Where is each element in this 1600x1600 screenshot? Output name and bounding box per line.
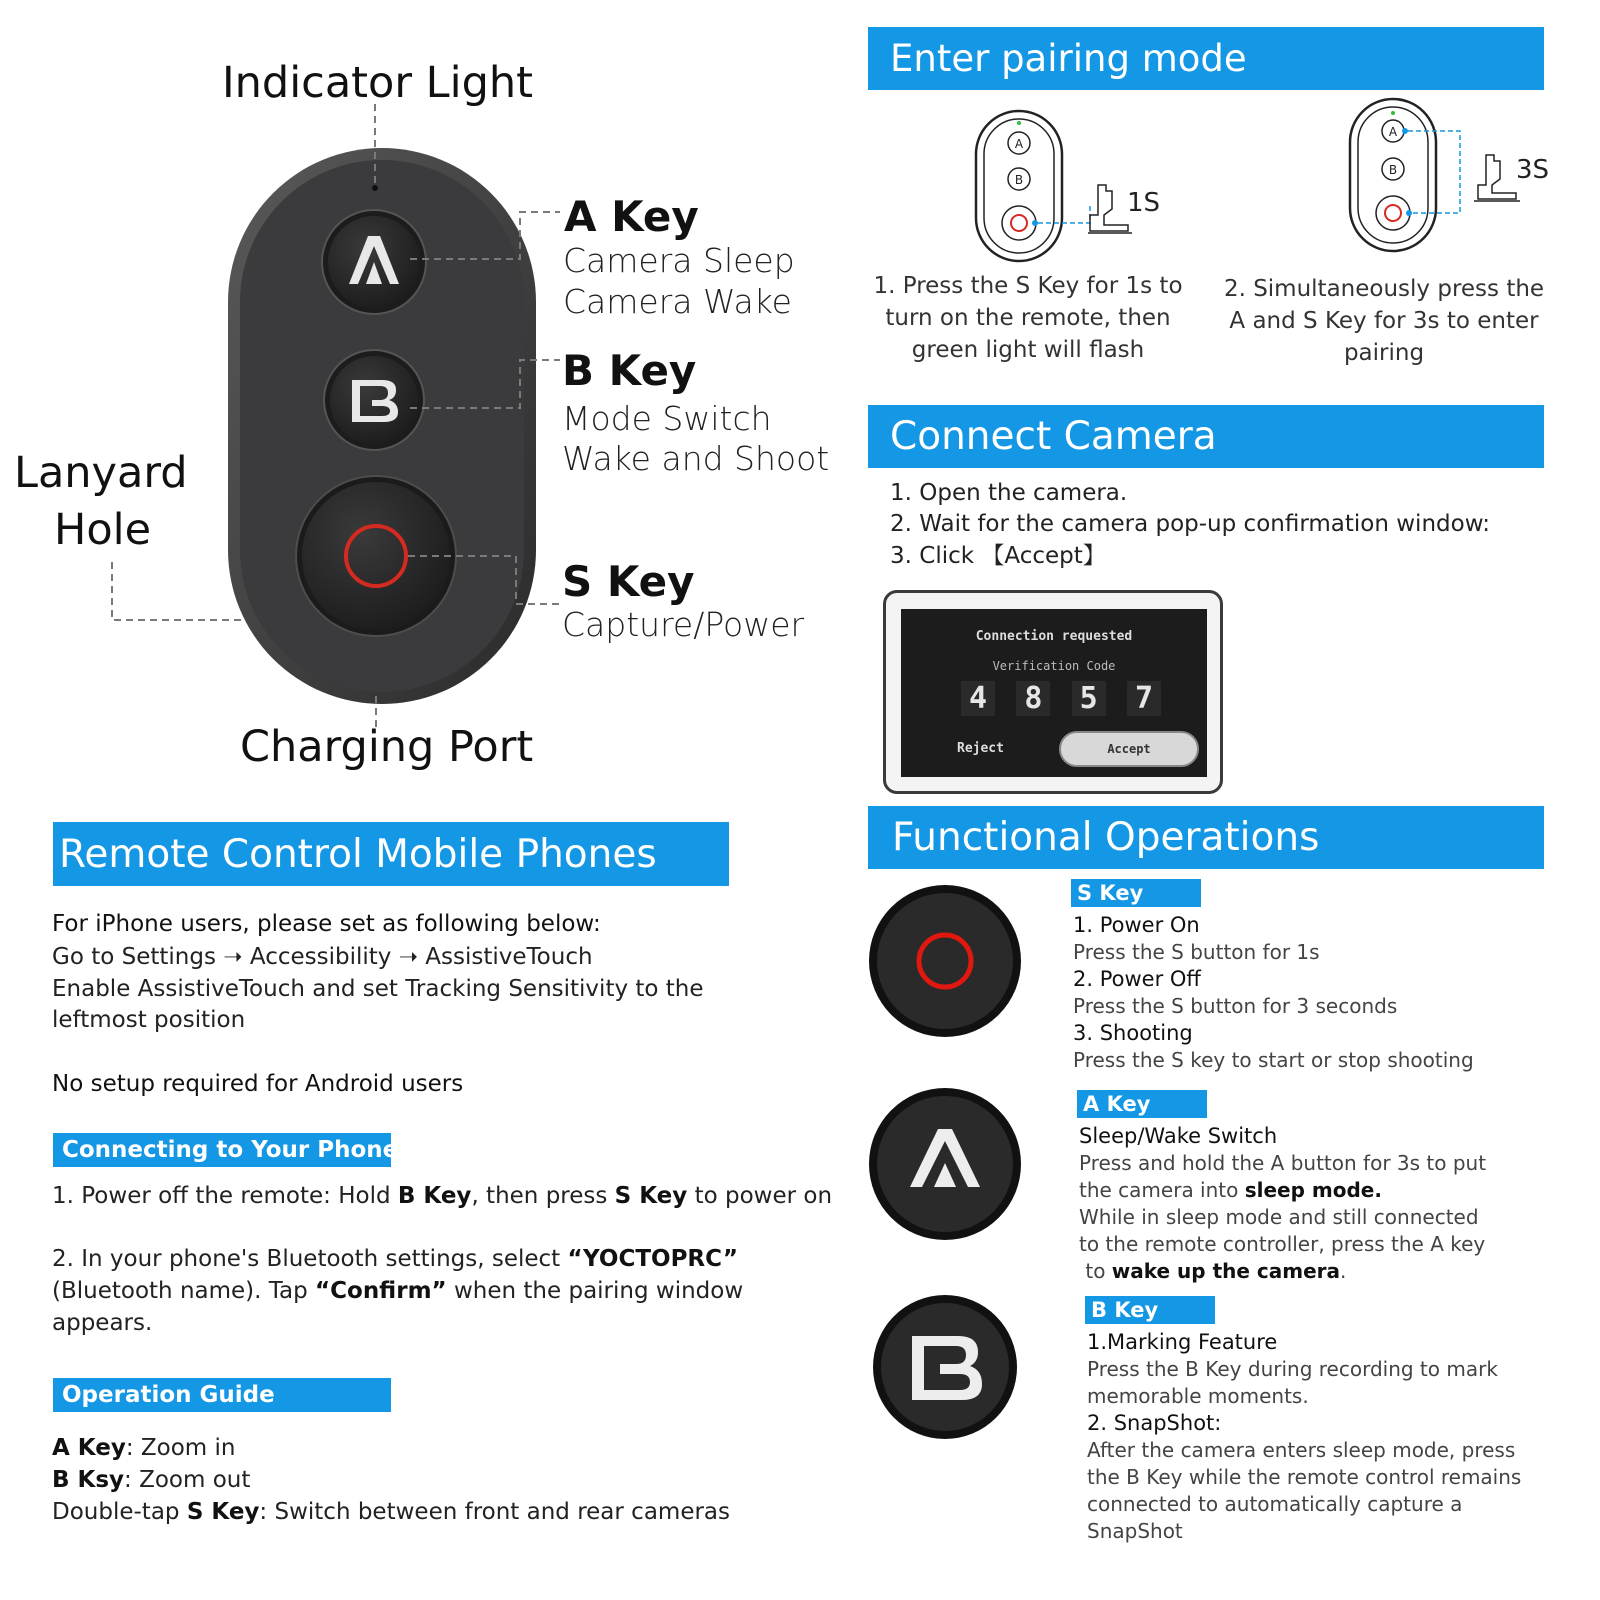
b-key-title: B Key xyxy=(562,346,697,395)
pairing-step1-line3: green light will flash xyxy=(911,337,1145,363)
iphone-path-settings: Go to Settings xyxy=(52,944,216,970)
operation-guide-banner: Operation Guide xyxy=(53,1378,391,1412)
iphone-line-2: Enable AssistiveTouch and set Tracking Sensitivity to the xyxy=(52,976,704,1002)
a-key-title: A Key xyxy=(564,192,699,241)
step2-text-a: 2. In your phone's Bluetooth settings, select xyxy=(52,1246,568,1272)
s-key-item-1-head: 1. Power On xyxy=(1073,913,1200,937)
b-key-head-1: 1.Marking Feature xyxy=(1087,1330,1278,1354)
code-digit: 7 xyxy=(1127,681,1161,716)
op1-key: A Key xyxy=(52,1435,126,1461)
connecting-step-2b xyxy=(52,1275,743,1307)
pairing-remote-1 xyxy=(976,111,1132,261)
step1-skey: S Key xyxy=(614,1183,688,1209)
a-key-desc-5 xyxy=(1079,1258,1486,1285)
iphone-line-3: leftmost position xyxy=(52,1007,246,1033)
a-key-desc-3: While in sleep mode and still connected xyxy=(1079,1205,1479,1229)
pairing-step1-line2: turn on the remote, then xyxy=(885,305,1171,331)
indicator-light-label: Indicator Light xyxy=(222,58,533,108)
a-key-desc-2a: the camera into xyxy=(1079,1178,1245,1202)
a-key-desc-2 xyxy=(1079,1177,1486,1204)
code-digit: 8 xyxy=(1016,681,1050,716)
a-key-button xyxy=(322,210,426,314)
indicator-light-dot xyxy=(372,185,378,191)
op1-text: : Zoom in xyxy=(125,1435,236,1461)
step2-confirm: “Confirm” xyxy=(315,1278,447,1304)
func-s-key-tag: S Key xyxy=(1071,879,1201,907)
pairing-step2-line3: pairing xyxy=(1343,340,1425,366)
pairing-step-1-text xyxy=(870,270,1186,366)
s-key-item-2-head: 2. Power Off xyxy=(1073,967,1201,991)
svg-text:A: A xyxy=(1014,137,1024,151)
a-key-desc-1: Camera Sleep xyxy=(563,241,795,280)
step2-text-e: when the pairing window xyxy=(446,1278,744,1304)
connect-step-2: 2. Wait for the camera pop-up confirmation window: xyxy=(890,511,1490,537)
s-key-item-1-desc: Press the S button for 1s xyxy=(1073,940,1320,964)
connecting-step-2c: appears. xyxy=(52,1310,153,1336)
lanyard-label-1: Lanyard xyxy=(14,448,188,498)
b-key-desc-6: SnapShot xyxy=(1087,1519,1183,1543)
connecting-banner: Connecting to Your Phone xyxy=(53,1133,391,1167)
pairing-step-2-text xyxy=(1220,273,1548,369)
a-key-sleep-mode: sleep mode. xyxy=(1244,1178,1382,1202)
arrow-right-icon: ➝ xyxy=(223,944,243,970)
step1-text-e: to power on xyxy=(687,1183,833,1209)
op3-key: S Key xyxy=(186,1499,260,1525)
step1-text-c: , then press xyxy=(471,1183,615,1209)
b-key-desc-2: memorable moments. xyxy=(1087,1384,1309,1408)
functional-banner: Functional Operations xyxy=(868,806,1544,869)
a-key-wake-camera: wake up the camera xyxy=(1111,1259,1341,1283)
op-guide-line-1 xyxy=(52,1432,235,1464)
func-s-key-list xyxy=(1073,912,1474,1074)
pairing-illustrations xyxy=(960,95,1560,265)
iphone-heading: For iPhone users, please set as following below: xyxy=(52,911,601,937)
code-digit: 4 xyxy=(961,681,995,716)
pairing-banner: Enter pairing mode xyxy=(868,27,1544,90)
a-key-desc-2: Camera Wake xyxy=(563,282,792,321)
pairing-step1-line1: 1. Press the S Key for 1s to xyxy=(873,273,1183,299)
step2-text-c: (Bluetooth name). Tap xyxy=(52,1278,316,1304)
func-a-key-list xyxy=(1079,1123,1486,1285)
camera-screen-display xyxy=(901,609,1207,777)
a-key-icon xyxy=(866,1085,1024,1243)
code-digit: 5 xyxy=(1072,681,1106,716)
connect-camera-banner: Connect Camera xyxy=(868,405,1544,468)
b-key-desc-1: Press the B Key during recording to mark xyxy=(1087,1357,1498,1381)
op-guide-line-3 xyxy=(52,1496,730,1528)
remote-control-banner: Remote Control Mobile Phones xyxy=(53,822,729,886)
svg-text:A: A xyxy=(1388,125,1398,139)
svg-text:B: B xyxy=(1014,173,1024,187)
lanyard-label-2: Hole xyxy=(54,505,152,555)
pairing-remote-2 xyxy=(1350,99,1520,251)
a-key-desc-5c: . xyxy=(1340,1259,1347,1283)
svg-text:B: B xyxy=(1388,163,1398,177)
op3-text: : Switch between front and rear cameras xyxy=(259,1499,731,1525)
s-key-icon xyxy=(866,882,1024,1040)
s-key-title: S Key xyxy=(562,557,695,606)
pairing-step2-line1: 2. Simultaneously press the xyxy=(1223,276,1545,302)
verification-code xyxy=(961,681,1161,716)
b-key-icon xyxy=(870,1292,1020,1442)
android-note: No setup required for Android users xyxy=(52,1071,464,1097)
b-key-desc-5: connected to automatically capture a xyxy=(1087,1492,1463,1516)
connection-requested-title: Connection requested xyxy=(975,629,1133,644)
a-key-desc-1: Press and hold the A button for 3s to put xyxy=(1079,1151,1487,1175)
a-key-desc-5a: to xyxy=(1079,1259,1112,1283)
iphone-path-accessibility: Accessibility xyxy=(249,944,392,970)
a-key-head: Sleep/Wake Switch xyxy=(1079,1124,1278,1148)
step1-text-a: 1. Power off the remote: Hold xyxy=(52,1183,398,1209)
connect-step-1: 1. Open the camera. xyxy=(890,480,1128,506)
reject-button[interactable]: Reject xyxy=(957,741,1004,756)
verification-code-label: Verification Code xyxy=(992,659,1116,673)
s-key-item-3-desc: Press the S key to start or stop shooting xyxy=(1073,1048,1474,1072)
iphone-path-assistivetouch: AssistiveTouch xyxy=(425,944,593,970)
camera-screen-frame xyxy=(883,590,1223,794)
b-key-button xyxy=(324,350,424,450)
s-key-desc-1: Capture/Power xyxy=(562,605,805,644)
s-key-item-2-desc: Press the S button for 3 seconds xyxy=(1073,994,1398,1018)
b-key-desc-3: After the camera enters sleep mode, press xyxy=(1087,1438,1516,1462)
charging-port-label: Charging Port xyxy=(240,722,534,772)
op2-text: : Zoom out xyxy=(124,1467,251,1493)
pressing-finger-icon xyxy=(1090,185,1128,231)
b-key-desc-4: the B Key while the remote control remains xyxy=(1087,1465,1522,1489)
connect-step-3: 3. Click 【Accept】 xyxy=(890,543,1106,569)
op2-key: B Ksy xyxy=(52,1467,125,1493)
connecting-step-1 xyxy=(52,1180,832,1212)
step1-bkey: B Key xyxy=(397,1183,472,1209)
func-b-key-list xyxy=(1087,1329,1521,1545)
pairing-step2-line2: A and S Key for 3s to enter xyxy=(1229,308,1539,334)
b-key-desc-2: Wake and Shoot xyxy=(562,439,830,478)
op-guide-line-2 xyxy=(52,1464,250,1496)
arrow-right-icon: ➝ xyxy=(398,944,418,970)
func-a-key-tag: A Key xyxy=(1077,1090,1207,1118)
connecting-step-2a xyxy=(52,1243,738,1275)
s-key-item-3-head: 3. Shooting xyxy=(1073,1021,1193,1045)
b-key-desc-1: Mode Switch xyxy=(562,399,772,438)
pairing-time-3s: 3S xyxy=(1516,155,1550,185)
accept-button[interactable]: Accept xyxy=(1059,731,1199,767)
step2-device-name: “YOCTOPRC” xyxy=(567,1246,738,1272)
pairing-time-1s: 1S xyxy=(1127,188,1161,218)
iphone-path xyxy=(52,941,593,973)
op3-prefix: Double-tap xyxy=(52,1499,187,1525)
a-key-desc-4: to the remote controller, press the A key xyxy=(1079,1232,1486,1256)
pressing-finger-icon xyxy=(1478,155,1516,199)
b-key-head-2: 2. SnapShot: xyxy=(1087,1411,1222,1435)
func-b-key-tag: B Key xyxy=(1085,1296,1215,1324)
